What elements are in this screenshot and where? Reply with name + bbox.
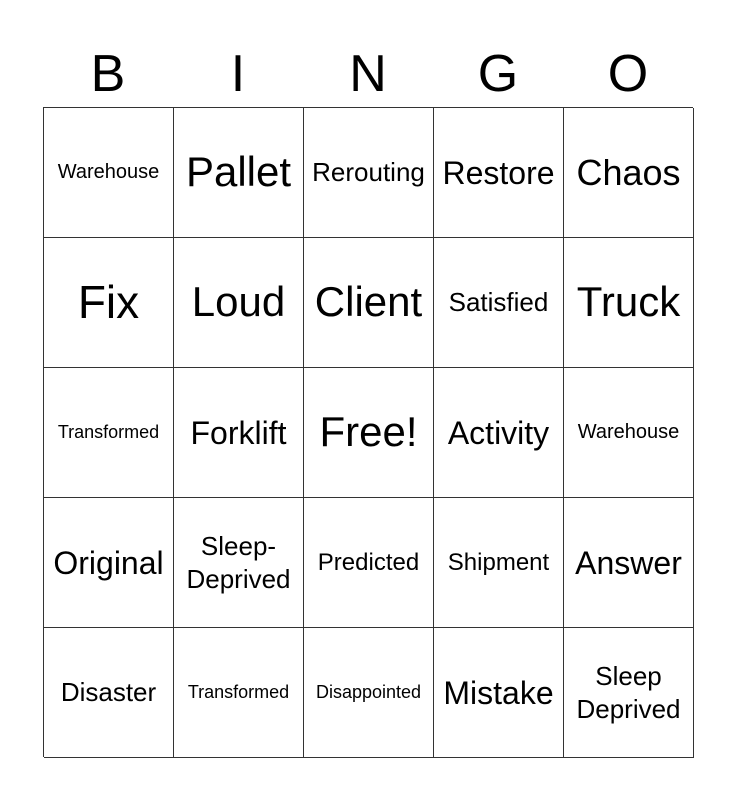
bingo-cell[interactable]: Truck	[564, 238, 694, 368]
bingo-cell[interactable]: Loud	[174, 238, 304, 368]
bingo-cell[interactable]: Warehouse	[564, 368, 694, 498]
bingo-cell[interactable]: Forklift	[174, 368, 304, 498]
bingo-grid	[43, 107, 693, 757]
bingo-cell[interactable]: Shipment	[434, 498, 564, 628]
bingo-cell[interactable]: Client	[304, 238, 434, 368]
free-space-cell[interactable]: Free!	[304, 368, 434, 498]
bingo-cell[interactable]: Chaos	[564, 108, 694, 238]
bingo-cell[interactable]: Predicted	[304, 498, 434, 628]
header-letter-b: B	[90, 45, 126, 103]
bingo-cell[interactable]: Transformed	[174, 628, 304, 758]
bingo-header	[43, 40, 693, 108]
bingo-cell[interactable]: Transformed	[44, 368, 174, 498]
bingo-cell[interactable]: Sleep Deprived	[564, 628, 694, 758]
header-letter-o: O	[607, 45, 649, 103]
bingo-cell[interactable]: Mistake	[434, 628, 564, 758]
header-letter-n: N	[349, 45, 387, 103]
bingo-cell[interactable]: Activity	[434, 368, 564, 498]
bingo-cell[interactable]: Sleep- Deprived	[174, 498, 304, 628]
header-letter-i: I	[230, 45, 246, 103]
bingo-cell[interactable]: Answer	[564, 498, 694, 628]
bingo-cell[interactable]: Disaster	[44, 628, 174, 758]
header-letter-g: G	[477, 45, 519, 103]
bingo-cell[interactable]: Fix	[44, 238, 174, 368]
bingo-cell[interactable]: Pallet	[174, 108, 304, 238]
bingo-cell[interactable]: Satisfied	[434, 238, 564, 368]
bingo-cell[interactable]: Disappointed	[304, 628, 434, 758]
bingo-cell[interactable]: Restore	[434, 108, 564, 238]
bingo-cell[interactable]: Rerouting	[304, 108, 434, 238]
bingo-cell[interactable]: Warehouse	[44, 108, 174, 238]
bingo-cell[interactable]: Original	[44, 498, 174, 628]
